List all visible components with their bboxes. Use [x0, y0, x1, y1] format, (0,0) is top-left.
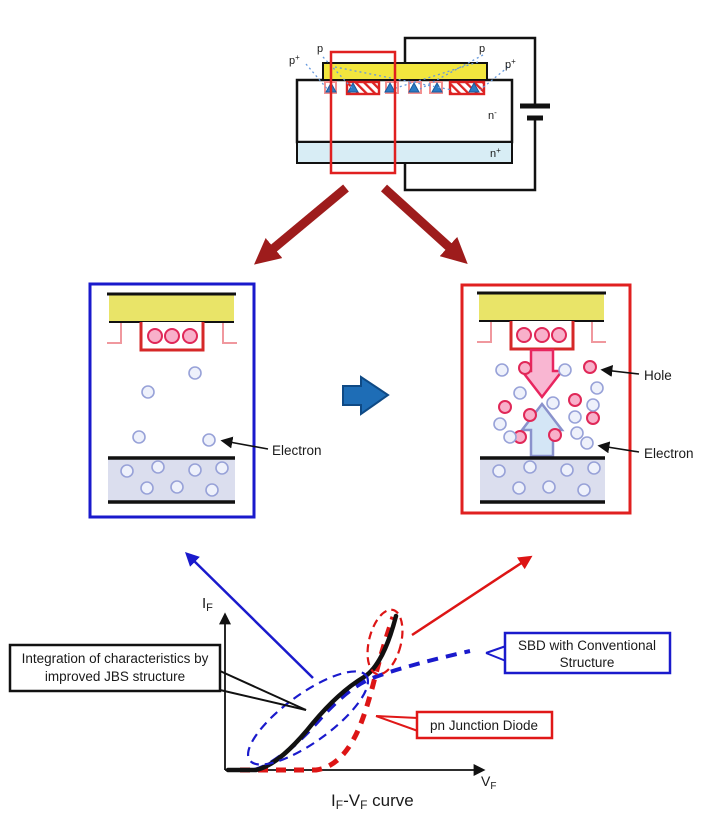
y-axis-label: $I_F$ [202, 595, 213, 614]
pn-callout-label: pn Junction Diode [429, 718, 539, 733]
anode-metal [323, 63, 487, 80]
jbs-zoom-box [90, 284, 322, 517]
jbs-callout [10, 645, 306, 710]
p-right-label: p [479, 43, 486, 55]
n-minus-label: n- [488, 108, 497, 122]
transition-block-arrow [343, 377, 388, 414]
iv-curve-graph [10, 555, 670, 812]
p-left-label: p [317, 43, 324, 55]
curve-improved-jbs [228, 616, 396, 770]
curve-pn-junction-diode [240, 617, 393, 770]
holes-in-well [148, 329, 197, 343]
device-cross-section [289, 38, 550, 190]
jbs-callout-line2: improved JBS structure [44, 669, 186, 684]
sbd-callout-line1: SBD with Conventional [517, 638, 657, 653]
pn-anode-metal [479, 293, 604, 321]
p-plus-left-label: p+ [289, 53, 300, 67]
sbd-callout-line2: Structure [559, 655, 615, 670]
pn-zoom-box [462, 285, 694, 513]
magnify-arrow-right [384, 188, 460, 257]
electron-label-right: Electron [644, 446, 694, 461]
n-plus-substrate [297, 142, 512, 163]
magnify-arrow-left [262, 188, 346, 258]
electron-label-left: Electron [272, 443, 322, 458]
graph-caption: IF-VF curve [331, 791, 414, 812]
x-axis-label: $V_F$ [481, 773, 497, 792]
holes-in-well [517, 328, 566, 342]
n-plus-label: n+ [490, 146, 501, 160]
magnify-arrows [262, 188, 460, 258]
jbs-callout-line1: Integration of characteristics by [21, 651, 209, 666]
hole-label: Hole [644, 368, 672, 383]
sbd-callout [486, 633, 670, 673]
p-plus-right-label: p+ [505, 57, 516, 71]
jbs-anode-metal [109, 294, 234, 322]
pn-highlight-ellipse [361, 606, 408, 678]
pn-reference-arrow [412, 558, 529, 635]
pn-callout [376, 712, 552, 738]
